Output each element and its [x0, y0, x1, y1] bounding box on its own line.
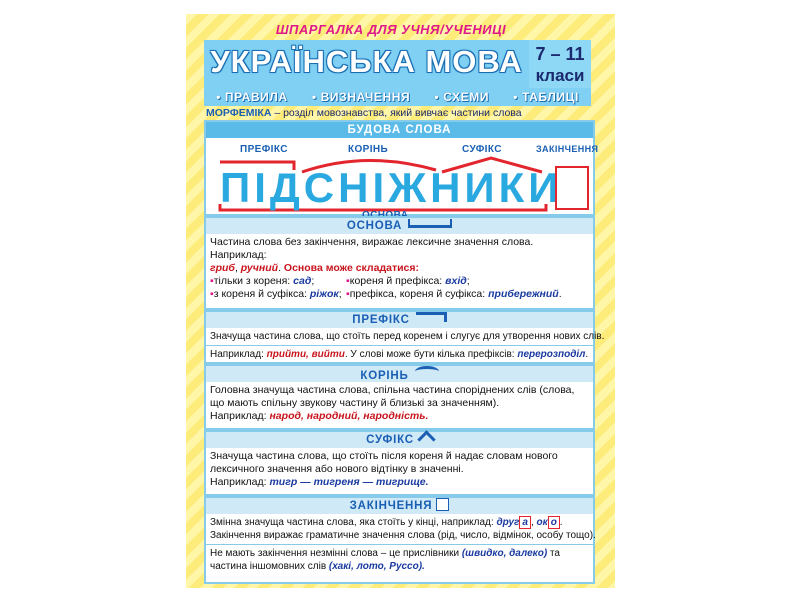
- morphology-term: МОРФЕМІКА: [206, 107, 272, 119]
- base-text: Частина слова без закінчення, виражає лексичне значення слова. Наприклад:: [210, 236, 534, 261]
- base-section: ОСНОВА Частина слова без закінчення, виражає лексичне значення слова. Наприклад: гриб, ручний. Основа може складатися: ▪тільки з кореня: сад; ▪кореня й префікса: вхід; ▪з кореня й суфікса: ріжок; ▪префікса, кореня й суфікса: прибережний.: [204, 216, 595, 310]
- ending-section: [204, 496, 595, 584]
- base-icon: [408, 219, 452, 228]
- ending-heading: ЗАКІНЧЕННЯ: [206, 498, 593, 514]
- morphology-definition: [206, 107, 596, 119]
- morphology-text: – розділ мовознавства, який вивчає частини слова: [271, 107, 522, 119]
- ending-box: [555, 166, 589, 210]
- poster-banner: ШПАРГАЛКА ДЛЯ УЧНЯ/УЧЕНИЦІ: [275, 22, 507, 37]
- root-icon: [415, 366, 439, 377]
- suffix-icon: [417, 430, 435, 448]
- base-example: ручний: [240, 262, 279, 274]
- suffix-label: СУФІКС: [462, 144, 502, 155]
- prefix-text: Значуща частина слова, що стоїть перед коренем і слугує для утворення нових слів.: [210, 331, 605, 342]
- category-rules: • ПРАВИЛА: [216, 90, 288, 104]
- ending-text: Змінна значуща частина слова, яка стоїть у кінці, наприклад: друг а , ок о .: [210, 517, 563, 528]
- grade-label: класи: [535, 66, 585, 85]
- base-heading: ОСНОВА: [206, 218, 593, 234]
- category-strip: [204, 88, 591, 106]
- title-panel: [204, 40, 529, 94]
- base-item: ▪тільки з кореня: сад; ▪кореня й префікса: вхід;: [210, 275, 470, 287]
- suffix-text: Значуща частина слова, що стоїть після кореня й надає словам нового лексичного значення або нового відтінку в значенні.: [210, 450, 558, 475]
- root-section: [204, 364, 595, 430]
- ending-note: Не мають закінчення незмінні слова – це прислівники (швидко, далеко) та частина іншомовних слів (хакі, лото, Руссо).: [210, 548, 560, 572]
- prefix-example: Наприклад: прийти, вийти. У слові може бути кілька префіксів: перерозподіл.: [210, 349, 589, 360]
- grade-range: 7 – 11: [535, 44, 585, 64]
- prefix-section: [204, 310, 605, 364]
- grade-panel: [529, 40, 591, 94]
- ending-icon: [436, 498, 449, 511]
- root-text: Головна значуща частина слова, спільна частина споріднених слів (слова, що мають спільну звукову частину й близькі за значенням).: [210, 384, 575, 409]
- example-word: ПІДСНІЖНИКИ: [220, 164, 563, 211]
- base-can-consist: Основа може складатися:: [283, 262, 420, 274]
- suffix-example: Наприклад: тигр — тигреня — тигрище.: [210, 476, 429, 488]
- root-heading: КОРІНЬ: [206, 366, 593, 382]
- prefix-label: ПРЕФІКС: [240, 144, 288, 155]
- category-schemes: • СХЕМИ: [434, 90, 490, 104]
- base-example: гриб: [210, 262, 235, 274]
- root-label: КОРІНЬ: [348, 144, 389, 155]
- ending-label: ЗАКІНЧЕННЯ: [536, 144, 599, 154]
- base-item: ▪з кореня й суфікса: ріжок; ▪префікса, кореня й суфікса: прибережний.: [210, 288, 562, 300]
- root-example: Наприклад: народ, народний, народність.: [210, 410, 429, 422]
- cheat-sheet-poster: [186, 14, 615, 588]
- ending-meaning: Закінчення виражає граматичне значення слова (рід, число, відмінок, особу тощо).: [210, 530, 596, 541]
- word-structure-panel: [204, 120, 599, 216]
- prefix-icon: [416, 312, 447, 322]
- suffix-section: [204, 430, 595, 496]
- prefix-heading: ПРЕФІКС: [206, 312, 593, 328]
- poster-title: УКРАЇНСЬКА МОВА: [210, 44, 523, 79]
- word-structure-heading: БУДОВА СЛОВА: [206, 122, 593, 138]
- category-tables: • ТАБЛИЦІ: [513, 90, 579, 104]
- category-definitions: • ВИЗНАЧЕННЯ: [311, 90, 411, 104]
- suffix-heading: СУФІКС: [206, 432, 593, 448]
